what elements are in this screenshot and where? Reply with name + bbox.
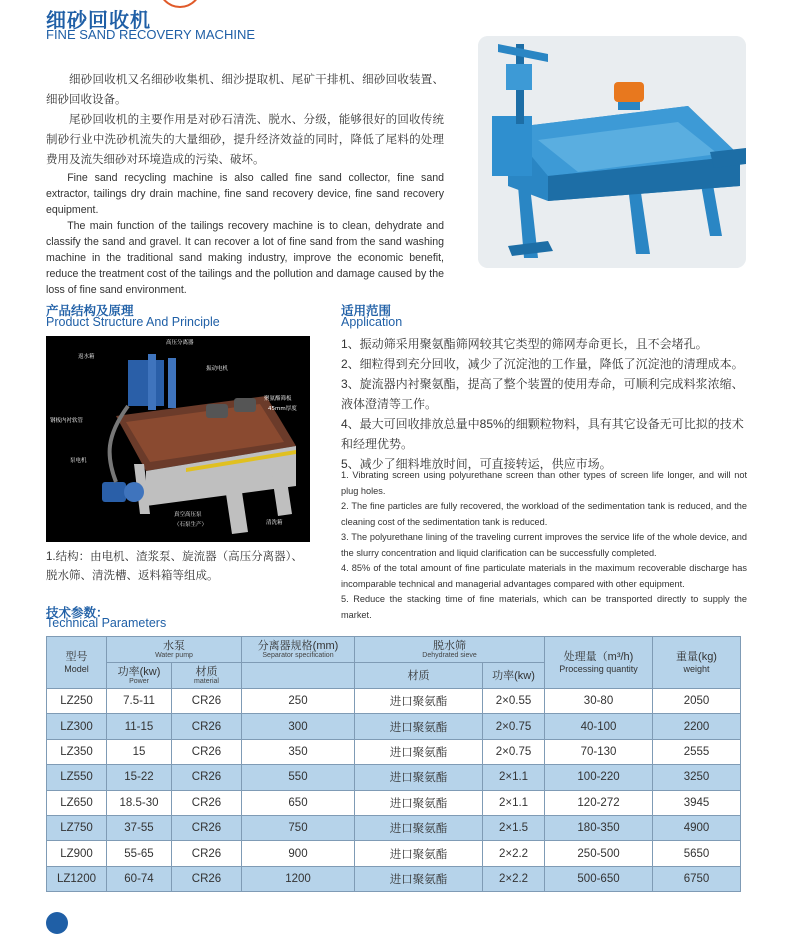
- intro-cn-paragraph-1: 细砂回收机又名细砂收集机、细沙提取机、尾矿干排机、细砂回收装置、细砂回收设备。: [46, 74, 444, 106]
- table-row: [47, 739, 741, 764]
- application-item-cn-4: 4、最大可回收排放总量中85%的细颗粒物料，具有其它设备无可比拟的技术和经理优势。: [341, 417, 744, 451]
- header-model-en: Model: [64, 663, 89, 674]
- cell-weight: 5650: [653, 841, 741, 866]
- header-sieve-power-cn: 功率(kw): [492, 669, 535, 682]
- cell-capacity: 120-272: [545, 790, 653, 815]
- application-heading-cn: 适用范围: [341, 304, 392, 318]
- application-item-en-4: 4. 85% of the total amount of fine particulate materials in the maximum recoverable discharge has incomparable technical and managerial advantages compared with other equipment.: [341, 563, 747, 589]
- application-item-cn-1: 1、振动筛采用聚氨酯筛网较其它类型的筛网寿命更长，且不会堵孔。: [341, 337, 708, 351]
- page-corner-decoration: [46, 912, 68, 934]
- header-model: [47, 637, 107, 689]
- header-separator-en: Separator specification: [262, 651, 334, 659]
- cell-separator: 750: [242, 815, 355, 840]
- structure-caption: 1.结构：由电机、渣浆泵、旋流器（高压分离器）、脱水筛、清洗槽、返料箱等组成。: [46, 551, 303, 582]
- diagram-label-pump-motor: 泵电机: [70, 458, 87, 464]
- params-heading-cn: 技术参数：: [46, 606, 109, 620]
- cell-sieve-power: 2×1.5: [483, 815, 545, 840]
- header-capacity: [545, 637, 653, 689]
- cell-pump-power: 15-22: [107, 765, 172, 790]
- cell-capacity: 40-100: [545, 714, 653, 739]
- cell-sieve-material: 进口聚氨酯: [355, 866, 483, 891]
- cell-pump-power: 37-55: [107, 815, 172, 840]
- cell-sieve-material: 进口聚氨酯: [355, 714, 483, 739]
- cell-sieve-material: 进口聚氨酯: [355, 689, 483, 714]
- cell-capacity: 30-80: [545, 689, 653, 714]
- cell-separator: 1200: [242, 866, 355, 891]
- params-table: [46, 636, 741, 892]
- application-item-cn-2: 2、细粒得到充分回收，减少了沉淀池的工作量，降低了沉淀池的清理成本。: [341, 357, 744, 371]
- header-decoration: [158, 0, 202, 8]
- cell-weight: 4900: [653, 815, 741, 840]
- header-separator-cn: 分离器规格(mm): [257, 639, 339, 652]
- cell-model: LZ250: [47, 689, 107, 714]
- cell-model: LZ750: [47, 815, 107, 840]
- header-pump-power-en: Power: [129, 677, 149, 685]
- cell-pump-power: 60-74: [107, 866, 172, 891]
- cell-pump-material: CR26: [172, 765, 242, 790]
- cell-separator: 300: [242, 714, 355, 739]
- intro-en-paragraph-1: Fine sand recycling machine is also called fine sand collector, fine sand extractor, tailings dry drain machine, fine sand recovery device, fine sand recovery equipment.: [46, 172, 444, 216]
- intro-en-paragraph-2: The main function of the tailings recovery machine is to clean, dehydrate and classify the sand and gravel. It can recover a lot of fine sand from the sand washing machine in the traditional sand making industry, improve the economic benefit, reduce the treatment cost of the tailings and the pollution and damage caused by the loss of fine sand environment.: [46, 220, 444, 296]
- cell-pump-material: CR26: [172, 866, 242, 891]
- cell-sieve-material: 进口聚氨酯: [355, 841, 483, 866]
- structure-diagram: [46, 336, 310, 542]
- cell-model: LZ650: [47, 790, 107, 815]
- table-row: [47, 866, 741, 891]
- cell-separator: 350: [242, 739, 355, 764]
- diagram-label-steel-liner: 钢板内衬软管: [50, 418, 84, 424]
- params-table-body: [47, 689, 741, 892]
- cell-separator: 900: [242, 841, 355, 866]
- cell-pump-material: CR26: [172, 815, 242, 840]
- cell-pump-material: CR26: [172, 739, 242, 764]
- structure-heading-en: Product Structure And Principle: [46, 315, 220, 329]
- cell-sieve-material: 进口聚氨酯: [355, 765, 483, 790]
- cell-sieve-power: 2×0.55: [483, 689, 545, 714]
- header-weight-en: weight: [683, 663, 710, 674]
- application-heading-en: Application: [341, 315, 403, 329]
- cell-model: LZ550: [47, 765, 107, 790]
- header-pump-cn: 水泵: [163, 639, 185, 652]
- header-capacity-cn: 处理量（m³/h): [563, 650, 634, 663]
- diagram-label-vacuum-pump-1: 真空高压泵: [174, 512, 202, 518]
- header-pump-en: Water pump: [155, 651, 193, 659]
- diagram-label-pu-screen-2: 45mm厚度: [268, 406, 297, 412]
- table-row: [47, 714, 741, 739]
- cell-pump-material: CR26: [172, 689, 242, 714]
- diagram-label-vibration-motor: 振动电机: [206, 366, 229, 372]
- params-heading-en: Technical Parameters: [46, 616, 167, 630]
- table-row: [47, 790, 741, 815]
- header-pump: [107, 637, 242, 663]
- table-row: [47, 841, 741, 866]
- structure-diagram-svg: [46, 336, 310, 542]
- cell-pump-power: 11-15: [107, 714, 172, 739]
- diagram-label-return-box: 返水箱: [78, 354, 95, 360]
- cell-capacity: 70-130: [545, 739, 653, 764]
- header-pump-material-cn: 材质: [195, 665, 218, 678]
- header-sieve-material: [355, 663, 483, 689]
- cell-weight: 2050: [653, 689, 741, 714]
- cell-capacity: 180-350: [545, 815, 653, 840]
- cell-capacity: 250-500: [545, 841, 653, 866]
- table-row: [47, 689, 741, 714]
- header-model-cn: 型号: [65, 650, 88, 663]
- cell-pump-material: CR26: [172, 790, 242, 815]
- cell-pump-power: 7.5-11: [107, 689, 172, 714]
- application-item-en-1: 1. Vibrating screen using polyurethane screen than other types of screen life longer, and will not plug holes.: [341, 470, 747, 496]
- header-sieve-en: Dehydrated sieve: [422, 651, 477, 659]
- cell-pump-power: 55-65: [107, 841, 172, 866]
- header-capacity-en: Processing quantity: [559, 663, 638, 674]
- cell-sieve-material: 进口聚氨酯: [355, 790, 483, 815]
- cell-sieve-power: 2×0.75: [483, 739, 545, 764]
- cell-weight: 2200: [653, 714, 741, 739]
- cell-model: LZ900: [47, 841, 107, 866]
- diagram-label-pu-screen-1: 聚氨酯筛板: [264, 396, 292, 402]
- application-item-en-5: 5. Reduce the stacking time of fine materials, which can be transported directly to supply the market.: [341, 594, 747, 620]
- application-item-cn-3: 3、旋流器内衬聚氨酯，提高了整个装置的使用寿命，可顺利完成料浆浓缩、液体澄清等工作。: [341, 377, 744, 411]
- cell-sieve-power: 2×2.2: [483, 866, 545, 891]
- machine-illustration: [478, 36, 746, 268]
- cell-model: LZ1200: [47, 866, 107, 891]
- cell-sieve-power: 2×2.2: [483, 841, 545, 866]
- table-row: [47, 765, 741, 790]
- cell-capacity: 500-650: [545, 866, 653, 891]
- cell-pump-power: 18.5-30: [107, 790, 172, 815]
- header-pump-material-en: material: [194, 677, 219, 685]
- cell-separator: 650: [242, 790, 355, 815]
- cell-model: LZ350: [47, 739, 107, 764]
- header-separator: [242, 637, 355, 663]
- cell-model: LZ300: [47, 714, 107, 739]
- header-sieve-power: [483, 663, 545, 689]
- page-title-en: FINE SAND RECOVERY MACHINE: [46, 27, 256, 42]
- structure-heading-cn: 产品结构及原理: [46, 304, 134, 318]
- cell-pump-power: 15: [107, 739, 172, 764]
- header-pump-power: [107, 663, 172, 689]
- cell-capacity: 100-220: [545, 765, 653, 790]
- cell-sieve-material: 进口聚氨酯: [355, 815, 483, 840]
- cell-weight: 3945: [653, 790, 741, 815]
- diagram-label-wash-tank: 清洗箱: [266, 520, 283, 526]
- application-item-en-3: 3. The polyurethane lining of the traveling current improves the service life of the whole device, and the slurry concentration and liquid clarification can be successfully completed.: [341, 532, 747, 558]
- header-sieve-cn: 脱水筛: [433, 639, 466, 652]
- machine-photo: [478, 36, 746, 268]
- header-sieve: [355, 637, 545, 663]
- header-sieve-material-cn: 材质: [407, 669, 430, 682]
- cell-sieve-power: 2×1.1: [483, 790, 545, 815]
- cell-sieve-power: 2×1.1: [483, 765, 545, 790]
- page-title-cn: 细砂回收机: [46, 10, 151, 32]
- diagram-label-vacuum-pump-2: （石泵生产）: [174, 522, 208, 528]
- header-weight-cn: 重量(kg): [676, 650, 717, 663]
- intro-cn-paragraph-2: 尾砂回收机的主要作用是对砂石清洗、脱水、分级，能够很好的回收传统制砂行业中洗砂机流失的大量细砂，提升经济效益的同时，降低了尾料的处理费用及流失细砂对环境造成的污染、破坏。: [46, 114, 444, 166]
- cell-separator: 550: [242, 765, 355, 790]
- cell-sieve-power: 2×0.75: [483, 714, 545, 739]
- header-pump-power-cn: 功率(kw): [117, 665, 161, 678]
- header-separator-blank: [242, 663, 355, 689]
- cell-weight: 6750: [653, 866, 741, 891]
- cell-sieve-material: 进口聚氨酯: [355, 739, 483, 764]
- diagram-label-high-pressure: 高压分离器: [166, 340, 194, 346]
- cell-pump-material: CR26: [172, 841, 242, 866]
- cell-weight: 3250: [653, 765, 741, 790]
- cell-separator: 250: [242, 689, 355, 714]
- header-pump-material: [172, 663, 242, 689]
- header-weight: [653, 637, 741, 689]
- cell-weight: 2555: [653, 739, 741, 764]
- application-item-cn-5: 5、减少了细料堆放时间，可直接转运，供应市场。: [341, 457, 612, 471]
- table-row: [47, 815, 741, 840]
- cell-pump-material: CR26: [172, 714, 242, 739]
- application-item-en-2: 2. The fine particles are fully recovered, the workload of the sedimentation tank is reduced, and the cleaning cost of the sedimentation tank is reduced.: [341, 501, 747, 527]
